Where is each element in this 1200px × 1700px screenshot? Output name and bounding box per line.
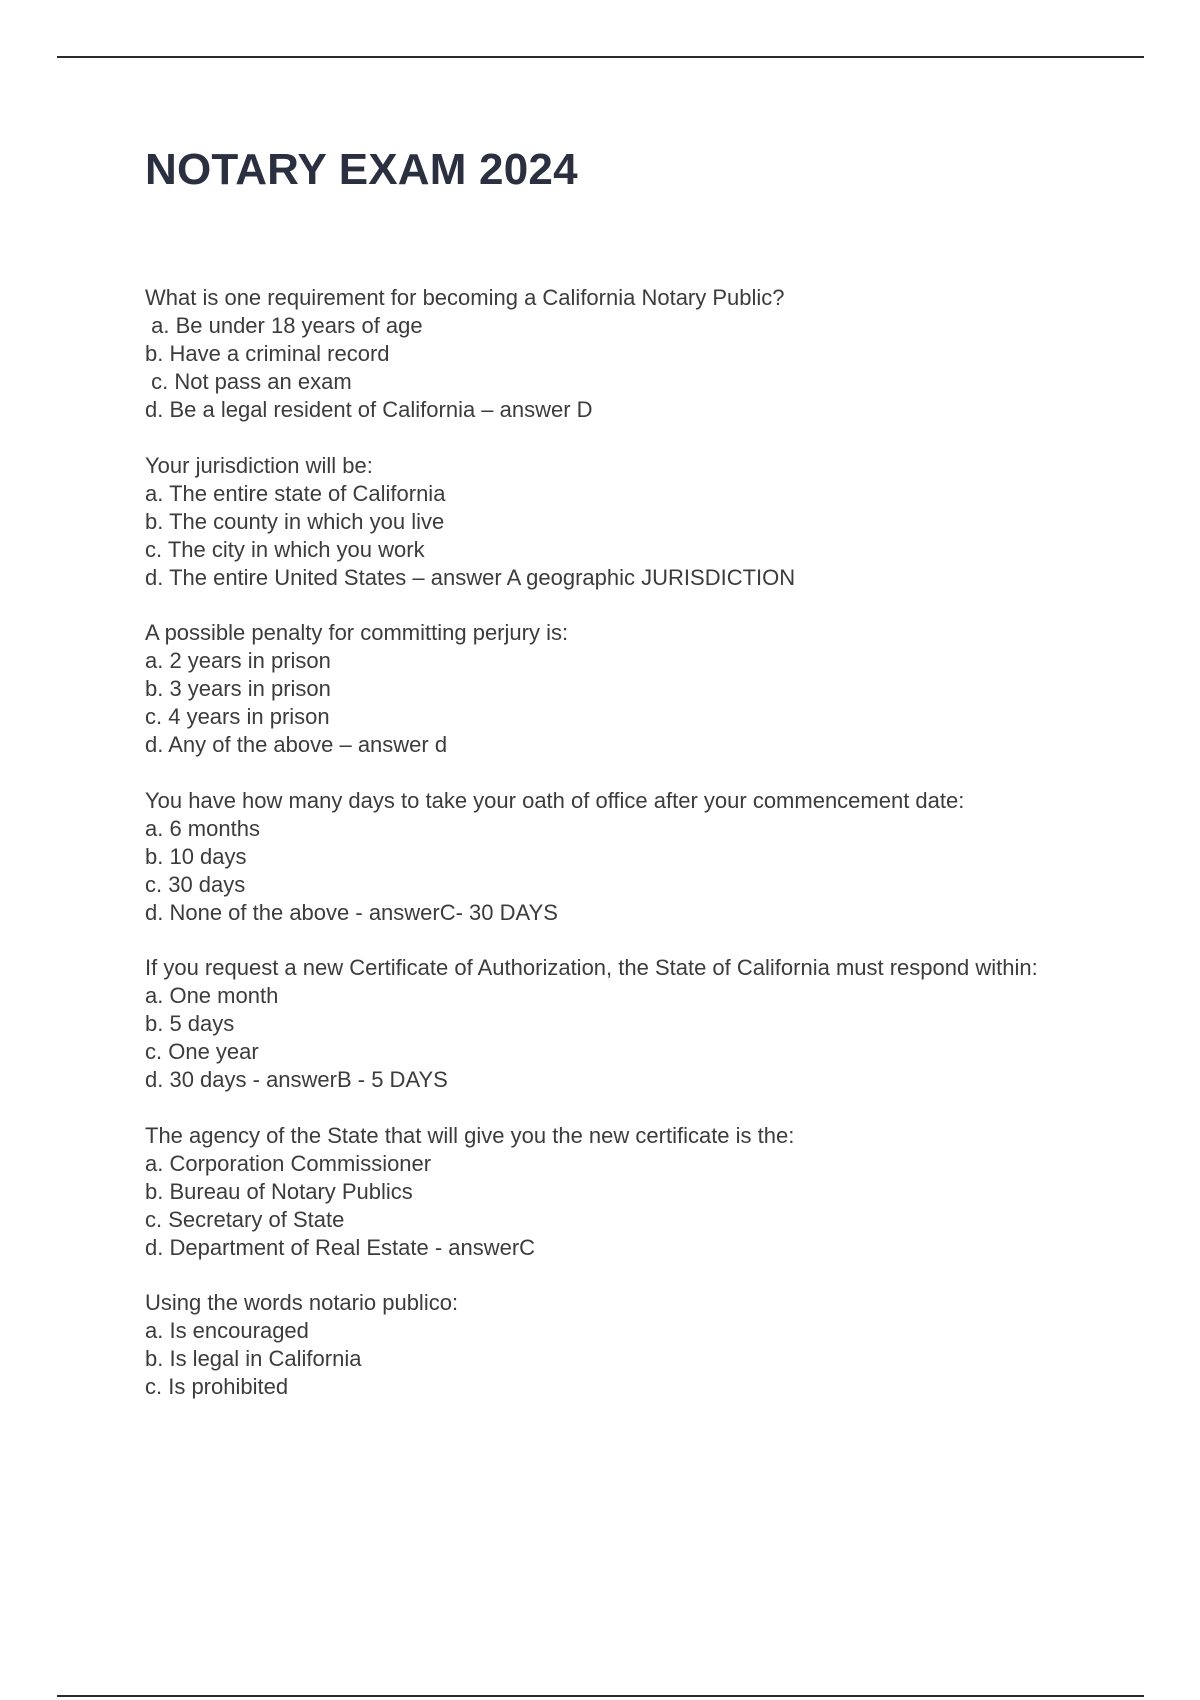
answer-option: b. 3 years in prison: [145, 676, 331, 701]
answer-option: d. 30 days - answerB - 5 DAYS: [145, 1067, 448, 1092]
answer-option: c. 30 days: [145, 871, 246, 897]
answer-option: a. Corporation Commissioner: [145, 1150, 432, 1176]
answer-option: b. Bureau of Notary Publics: [145, 1178, 413, 1204]
question-text: What is one requirement for becoming a California Notary Public?: [145, 285, 785, 310]
answer-option: a. The entire state of California: [145, 480, 446, 506]
question-text: The agency of the State that will give you the new certificate is the:: [145, 1122, 795, 1148]
answer-option: c. The city in which you work: [145, 536, 425, 562]
answer-option: c. Is prohibited: [145, 1374, 289, 1399]
answer-option: c. 4 years in prison: [145, 704, 330, 729]
question-block-3: [145, 619, 1075, 759]
question-list: [145, 284, 1075, 1429]
question-text: Using the words notario publico:: [145, 1290, 459, 1315]
question-block-1: [145, 284, 1075, 424]
answer-option: a. Be under 18 years of age: [145, 313, 423, 338]
answer-option: d. Department of Real Estate - answerC: [145, 1234, 536, 1260]
answer-option: d. Any of the above – answer d: [145, 732, 448, 757]
answer-option: a. Is encouraged: [145, 1318, 309, 1343]
answer-option: a. 2 years in prison: [145, 648, 331, 673]
top-divider: [57, 56, 1144, 58]
answer-option: d. The entire United States – answer A geographic JURISDICTION: [145, 564, 796, 590]
question-block-5: [145, 954, 1075, 1094]
answer-option: d. None of the above - answerC- 30 DAYS: [145, 899, 558, 925]
answer-option: b. The county in which you live: [145, 508, 445, 534]
answer-option: d. Be a legal resident of California – answer D: [145, 397, 593, 422]
question-block-4: [145, 787, 1075, 927]
question-text: You have how many days to take your oath of office after your commencement date:: [145, 787, 965, 813]
bottom-divider: [57, 1695, 1144, 1697]
answer-option: b. 5 days: [145, 1011, 235, 1036]
question-text: Your jurisdiction will be:: [145, 452, 373, 478]
answer-option: c. Not pass an exam: [145, 369, 352, 394]
question-text: If you request a new Certificate of Authorization, the State of California must respond within:: [145, 955, 1038, 980]
answer-option: a. One month: [145, 983, 279, 1008]
answer-option: b. Is legal in California: [145, 1346, 362, 1371]
answer-option: c. One year: [145, 1039, 259, 1064]
answer-option: a. 6 months: [145, 815, 260, 841]
page-title: NOTARY EXAM 2024: [145, 145, 578, 194]
answer-option: b. Have a criminal record: [145, 341, 390, 366]
question-text: A possible penalty for committing perjury is:: [145, 620, 569, 645]
answer-option: c. Secretary of State: [145, 1206, 345, 1232]
question-block-7: [145, 1289, 1075, 1401]
question-block-2: [145, 452, 1075, 592]
answer-option: b. 10 days: [145, 843, 247, 869]
question-block-6: [145, 1122, 1075, 1262]
